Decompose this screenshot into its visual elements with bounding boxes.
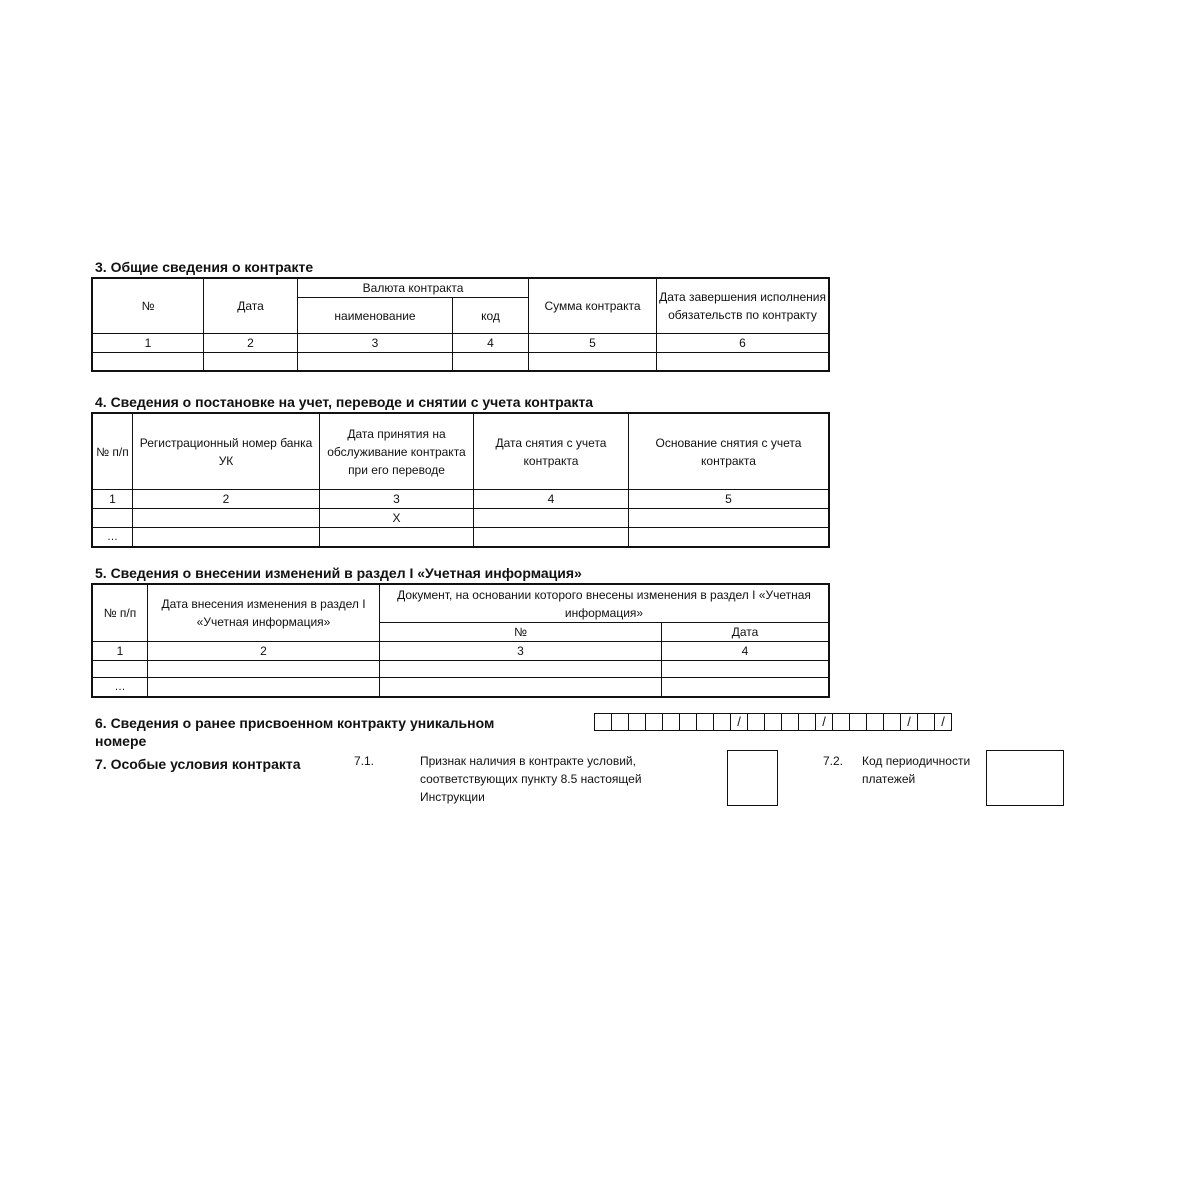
- s3-colnum: 3: [298, 334, 453, 353]
- s5-cell[interactable]: [662, 678, 829, 697]
- s3-head-cur-name: наименование: [298, 298, 453, 334]
- uid-box[interactable]: [883, 713, 900, 731]
- s5-ellipsis: …: [93, 678, 148, 697]
- s3-cell[interactable]: [298, 353, 453, 371]
- s4-cell[interactable]: [629, 528, 829, 547]
- s4-head-basis: Основание снятия с учета контракта: [629, 414, 829, 490]
- s3-colnum: 6: [657, 334, 829, 353]
- uid-box[interactable]: [832, 713, 849, 731]
- s4-head-reg: Регистрационный номер банка УК: [133, 414, 320, 490]
- s4-head-num: № п/п: [93, 414, 133, 490]
- uid-slash: /: [934, 713, 952, 731]
- uid-box[interactable]: [764, 713, 781, 731]
- s4-cell[interactable]: [629, 509, 829, 528]
- s3-head-end-date: Дата завершения исполнения обязательств по контракту: [657, 279, 829, 334]
- s3-colnum: 4: [453, 334, 529, 353]
- uid-box[interactable]: [594, 713, 611, 731]
- s5-head-date: Дата внесения изменения в раздел I «Учетная информация»: [148, 585, 380, 642]
- uid-box[interactable]: [849, 713, 866, 731]
- s5-cell[interactable]: [380, 661, 662, 678]
- section-7-title: 7. Особые условия контракта: [95, 756, 301, 772]
- section-4-table: [92, 413, 829, 547]
- s5-cell[interactable]: [148, 661, 380, 678]
- uid-slash: /: [815, 713, 832, 731]
- s4-colnum: 5: [629, 490, 829, 509]
- uid-box[interactable]: [611, 713, 628, 731]
- s5-head-doc-num: №: [380, 623, 662, 642]
- s3-head-currency: Валюта контракта: [298, 279, 529, 298]
- uid-box[interactable]: [662, 713, 679, 731]
- uid-box[interactable]: [679, 713, 696, 731]
- s4-colnum: 1: [93, 490, 133, 509]
- section-3-table: [92, 278, 829, 371]
- s3-cell[interactable]: [657, 353, 829, 371]
- uid-slash: /: [730, 713, 747, 731]
- s4-cell[interactable]: [93, 509, 133, 528]
- uid-box[interactable]: [713, 713, 730, 731]
- s4-cell[interactable]: [474, 509, 629, 528]
- s4-cell[interactable]: [133, 509, 320, 528]
- section-6-title-text: 6. Сведения о ранее присвоенном контракту уникальном номере: [95, 715, 495, 749]
- uid-box[interactable]: [645, 713, 662, 731]
- s5-colnum: 2: [148, 642, 380, 661]
- uid-box[interactable]: [696, 713, 713, 731]
- s5-head-doc-date: Дата: [662, 623, 829, 642]
- s4-cell[interactable]: [133, 528, 320, 547]
- section-4-title: 4. Сведения о постановке на учет, переводе и снятии с учета контракта: [95, 394, 594, 410]
- s4-head-remove: Дата снятия с учета контракта: [474, 414, 629, 490]
- s3-colnum: 5: [529, 334, 657, 353]
- item-7-1-text: Признак наличия в контракте условий, соответствующих пункту 8.5 настоящей Инструкции: [420, 754, 642, 804]
- s5-cell[interactable]: [380, 678, 662, 697]
- s3-cell[interactable]: [529, 353, 657, 371]
- s3-cell[interactable]: [93, 353, 204, 371]
- s4-colnum: 4: [474, 490, 629, 509]
- s5-cell[interactable]: [148, 678, 380, 697]
- item-7-1-number: 7.1.: [354, 754, 375, 768]
- s5-colnum: 3: [380, 642, 662, 661]
- s5-cell[interactable]: [93, 661, 148, 678]
- unique-number-boxes[interactable]: [594, 713, 952, 731]
- section-5-table: [92, 584, 829, 697]
- uid-box[interactable]: [866, 713, 883, 731]
- uid-box[interactable]: [747, 713, 764, 731]
- section-3-title: 3. Общие сведения о контракте: [95, 259, 314, 275]
- s3-head-sum: Сумма контракта: [529, 279, 657, 334]
- s3-head-num: №: [93, 279, 204, 334]
- uid-box[interactable]: [628, 713, 645, 731]
- s3-cell[interactable]: [204, 353, 298, 371]
- s4-colnum: 2: [133, 490, 320, 509]
- s3-cell[interactable]: [453, 353, 529, 371]
- s3-colnum: 1: [93, 334, 204, 353]
- s5-head-doc: Документ, на основании которого внесены изменения в раздел I «Учетная информация»: [380, 585, 829, 623]
- s5-colnum: 4: [662, 642, 829, 661]
- item-7-2-code-box[interactable]: [986, 750, 1064, 806]
- s5-colnum: 1: [93, 642, 148, 661]
- item-7-2-number: 7.2.: [823, 754, 844, 768]
- uid-box[interactable]: [917, 713, 934, 731]
- uid-box[interactable]: [798, 713, 815, 731]
- s4-colnum: 3: [320, 490, 474, 509]
- s3-colnum: 2: [204, 334, 298, 353]
- s5-cell[interactable]: [662, 661, 829, 678]
- section-6-title: [95, 714, 535, 750]
- s4-ellipsis: …: [93, 528, 133, 547]
- s5-head-num: № п/п: [93, 585, 148, 642]
- uid-slash: /: [900, 713, 917, 731]
- item-7-1-checkbox[interactable]: [727, 750, 778, 806]
- section-5-title: 5. Сведения о внесении изменений в раздел I «Учетная информация»: [95, 565, 582, 581]
- s4-head-accept: Дата принятия на обслуживание контракта при его переводе: [320, 414, 474, 490]
- uid-box[interactable]: [781, 713, 798, 731]
- s3-head-date: Дата: [204, 279, 298, 334]
- s4-cell[interactable]: [474, 528, 629, 547]
- s3-head-cur-code: код: [453, 298, 529, 334]
- item-7-2-text: Код периодичности платежей: [862, 754, 971, 786]
- s4-cell-mark: Х: [320, 509, 474, 528]
- s4-cell[interactable]: [320, 528, 474, 547]
